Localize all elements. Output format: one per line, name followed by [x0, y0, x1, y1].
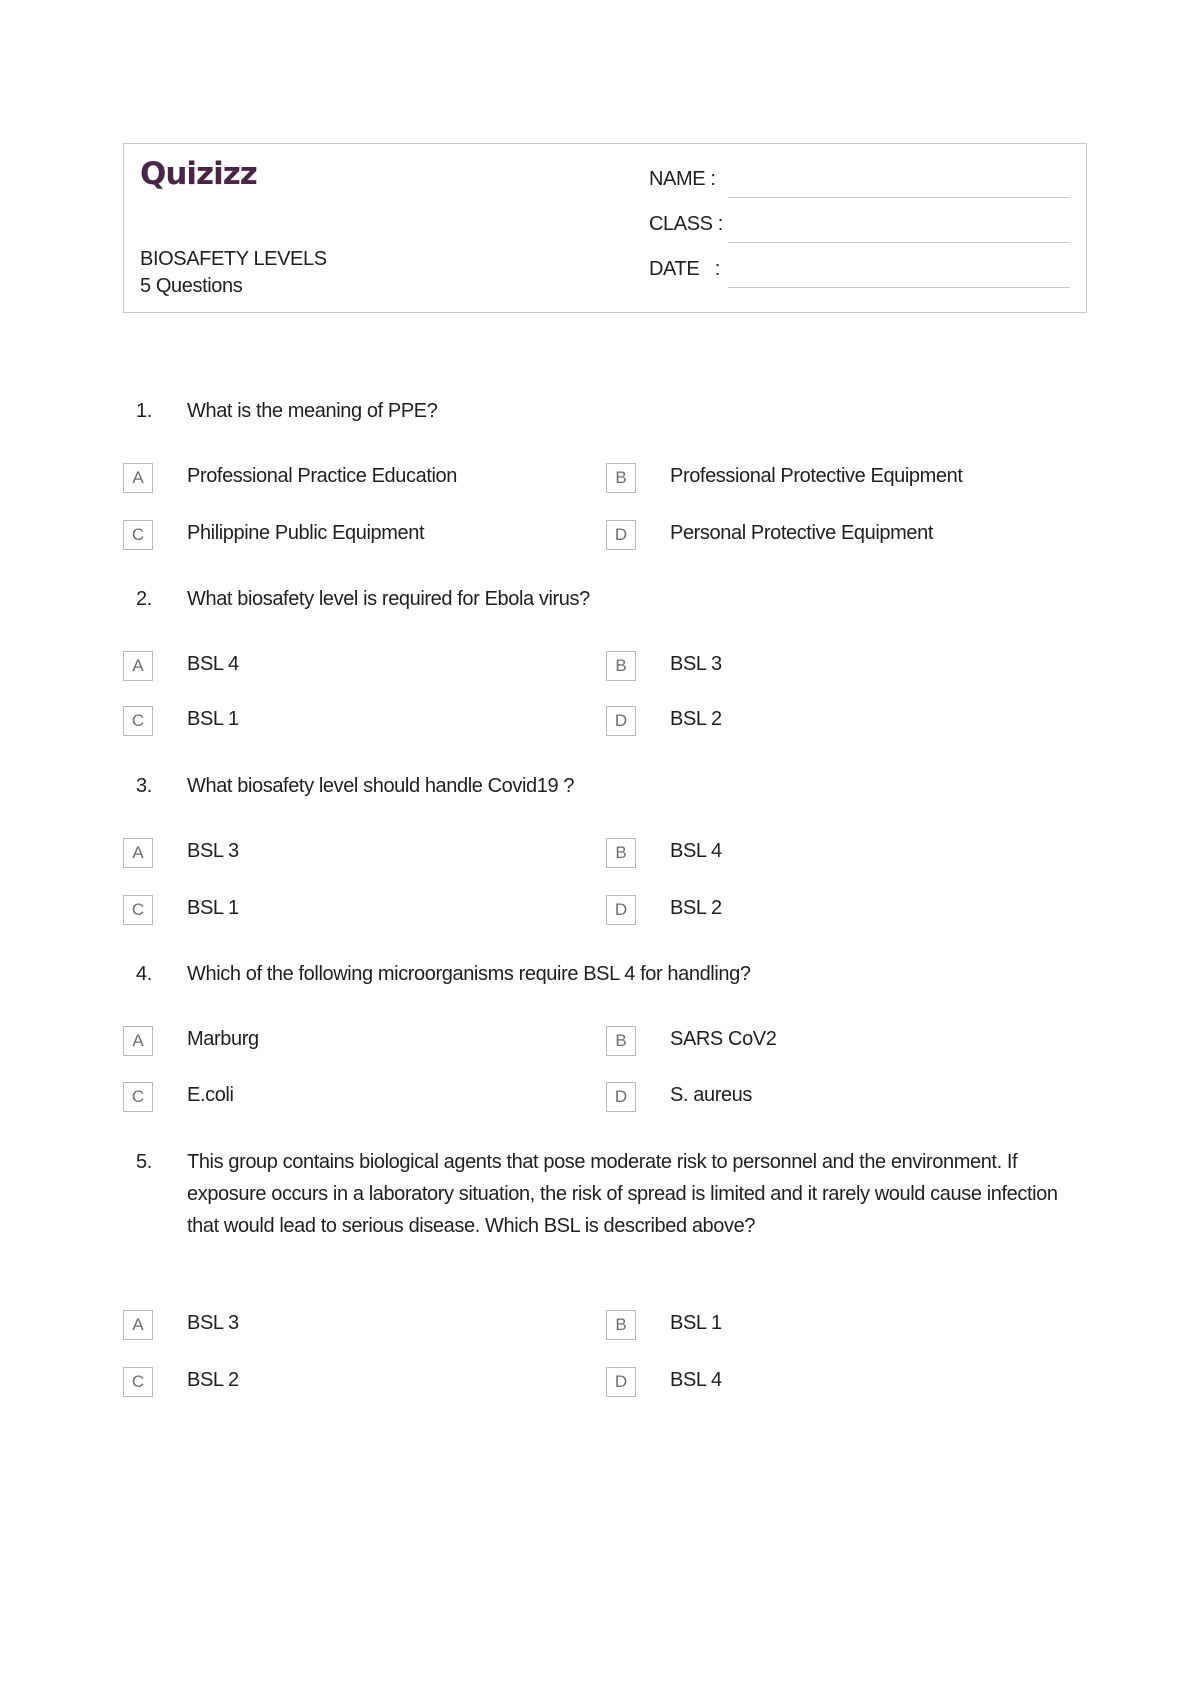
question-text: This group contains biological agents that pose moderate risk to personnel and the environment. If exposure occurs in a laboratory situation, the risk of spread is limited and it rarely would cause infection that would lead to serious disease. Which BSL is described above?: [187, 1151, 1058, 1237]
question-text: What is the meaning of PPE?: [187, 400, 438, 422]
quizizz-logo: Quizizz: [140, 156, 257, 192]
option-d-box: D: [606, 1082, 636, 1112]
option-a-box: A: [123, 463, 153, 493]
date-line: [728, 286, 1070, 288]
option-b-text: BSL 3: [670, 653, 722, 675]
option-b-text: Professional Protective Equipment: [670, 465, 963, 487]
option-c-text: BSL 1: [187, 708, 239, 730]
question-number: 5.: [136, 1151, 152, 1173]
question-number: 3.: [136, 775, 152, 797]
option-a-text: Marburg: [187, 1028, 259, 1050]
option-a-box: A: [123, 1026, 153, 1056]
name-label: NAME :: [649, 168, 716, 190]
option-d-box: D: [606, 520, 636, 550]
option-b-box: B: [606, 1310, 636, 1340]
option-a-box: A: [123, 651, 153, 681]
option-b-box: B: [606, 651, 636, 681]
option-a-box: A: [123, 1310, 153, 1340]
option-c-text: E.coli: [187, 1084, 234, 1106]
name-line: [728, 196, 1070, 198]
date-label: DATE :: [649, 258, 720, 280]
option-a-box: A: [123, 838, 153, 868]
option-c-text: BSL 2: [187, 1369, 239, 1391]
question-text: What biosafety level is required for Ebola virus?: [187, 588, 590, 610]
option-c-box: C: [123, 895, 153, 925]
option-c-text: BSL 1: [187, 897, 239, 919]
option-c-box: C: [123, 1082, 153, 1112]
option-d-text: Personal Protective Equipment: [670, 522, 933, 544]
option-a-text: BSL 3: [187, 1312, 239, 1334]
option-d-text: BSL 4: [670, 1369, 722, 1391]
class-label: CLASS :: [649, 213, 723, 235]
question-number: 2.: [136, 588, 152, 610]
quiz-title: BIOSAFETY LEVELS: [140, 248, 327, 270]
option-d-text: S. aureus: [670, 1084, 753, 1106]
worksheet-header: [123, 143, 1087, 313]
option-b-text: SARS CoV2: [670, 1028, 777, 1050]
option-b-text: BSL 4: [670, 840, 722, 862]
option-b-box: B: [606, 1026, 636, 1056]
option-c-text: Philippine Public Equipment: [187, 522, 425, 544]
option-d-box: D: [606, 895, 636, 925]
option-a-text: BSL 3: [187, 840, 239, 862]
question-number: 4.: [136, 963, 152, 985]
option-c-box: C: [123, 520, 153, 550]
option-d-box: D: [606, 1367, 636, 1397]
option-a-text: Professional Practice Education: [187, 465, 457, 487]
question-text: Which of the following microorganisms require BSL 4 for handling?: [187, 963, 751, 985]
option-b-box: B: [606, 463, 636, 493]
question-text: What biosafety level should handle Covid19 ?: [187, 775, 575, 797]
question-count: 5 Questions: [140, 275, 243, 297]
option-d-text: BSL 2: [670, 708, 722, 730]
option-a-text: BSL 4: [187, 653, 239, 675]
option-d-text: BSL 2: [670, 897, 722, 919]
option-d-box: D: [606, 706, 636, 736]
option-b-box: B: [606, 838, 636, 868]
option-c-box: C: [123, 1367, 153, 1397]
class-line: [728, 241, 1070, 243]
option-b-text: BSL 1: [670, 1312, 722, 1334]
question-number: 1.: [136, 400, 152, 422]
option-c-box: C: [123, 706, 153, 736]
